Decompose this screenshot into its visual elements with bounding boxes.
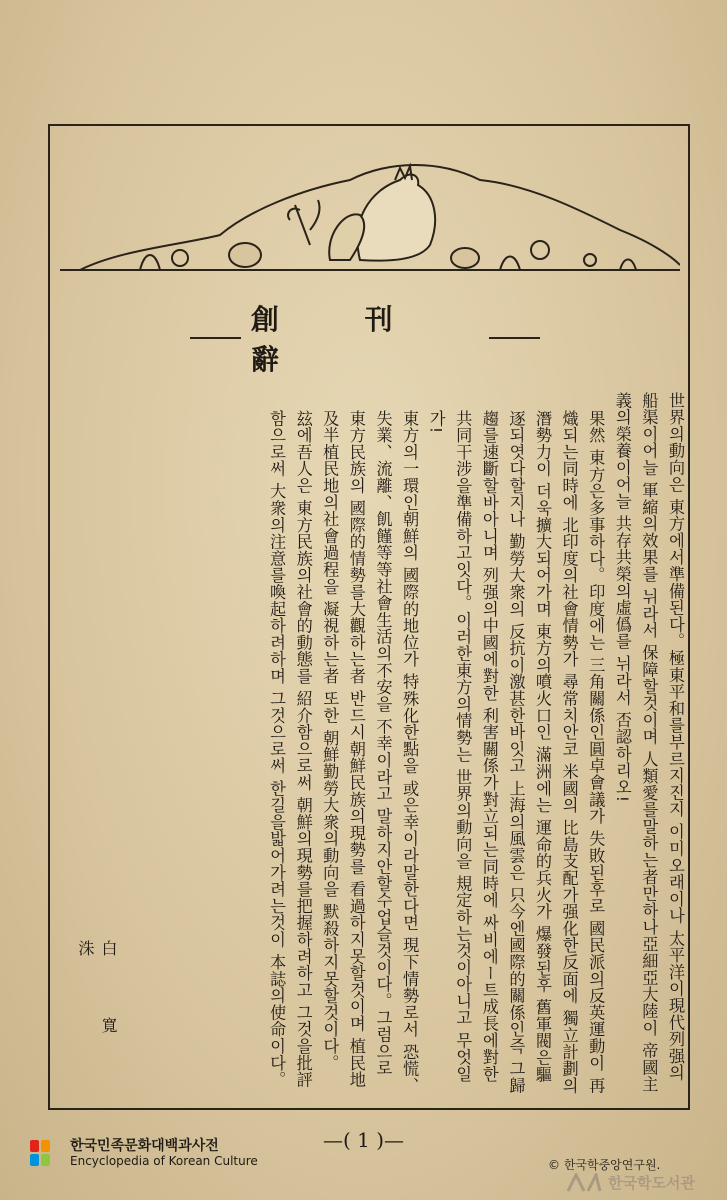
article-title	[190, 303, 540, 376]
title-rule-left	[190, 337, 241, 339]
watermark-text: 한국학도서관	[608, 1174, 695, 1192]
library-watermark-icon	[566, 1173, 602, 1193]
title-rule-right	[489, 337, 540, 339]
author-name: 白 寬 洙	[76, 940, 118, 1062]
logo-name-en: Encyclopedia of Korean Culture	[70, 1154, 258, 1168]
encyclopedia-logo	[28, 1136, 258, 1170]
library-watermark	[566, 1172, 695, 1193]
page-number: —( 1 )—	[322, 1128, 405, 1152]
logo-name-ko: 한국민족문화대백과사전	[70, 1138, 219, 1154]
header-illustration	[60, 150, 680, 280]
article-body	[76, 392, 688, 1097]
encyclopedia-logo-text	[70, 1138, 258, 1168]
paragraph-1: 世界의動向은 東方에서準備된다。極東平和를부르지진지 이미오래이나 太平洋이現代列强의 船渠이어늘 軍縮의效果를 뉘라서 保障할것이며 人類愛를말하는者만하나亞細亞大陸이 帝國主義의榮養이어늘 共存共榮의虛僞를 뉘라서 否認하리오!	[612, 392, 685, 1093]
copyright-credit: © 한국학중앙연구원.	[548, 1158, 661, 1172]
paragraph-3: 東方의一環인朝鮮의 國際的地位가 特殊化한點을 或은幸이라말한다면 現下情勢로서 恐慌、失業、流離、飢饉等等社會生活의不安을 不幸이라고 말하지안할수업슬것이다。그럼으로 東方民族의 國際的情勢를大觀하는者 반드시朝鮮民族의現勢를 看過하지못할것이며 植民地及半植民地의社會過程을 凝視하는者 또한 朝鮮勤勞大衆의動向을 默殺하지못할것이다。	[320, 409, 420, 1094]
paragraph-2: 果然 東方은多事하다。印度에는 三角關係인圓卓會議가 失敗된후로 國民派의反英運動이 再熾되는同時에 北印度의社會情勢가 尋常치안코 米國의 比島支配가强化한反面에 獨立計劃의潛勢力이 더욱擴大되어가며 東方의噴火口인 滿洲에는 運命的兵火가 爆發된후 舊軍閥은驅逐되엿다할지나 勤勞大衆의 反抗이激甚한바잇고 上海의風雲은 只今엔國際的關係인즉 그歸趨를速斷할바아니며 列强의中國에對한 利害關係가對立되는同時에 싸비에ー트成長에對한 共同干涉을準備하고잇다。이러한東方의情勢는 世界의動向을 規定하는것이아니고 무엇일가!	[426, 409, 606, 1094]
paragraph-4: 玆에吾人은 東方民族의社會的動態를 紹介함으로써 朝鮮의現勢를把握하려하고 그것을批評함으로써 大衆의注意를喚起하려하며 그것으로써 한길을밟어가려는것이 本誌의使命이다。	[267, 409, 313, 1088]
title-text: 創 刊 辭	[250, 303, 431, 376]
encyclopedia-logo-icon	[28, 1136, 62, 1170]
